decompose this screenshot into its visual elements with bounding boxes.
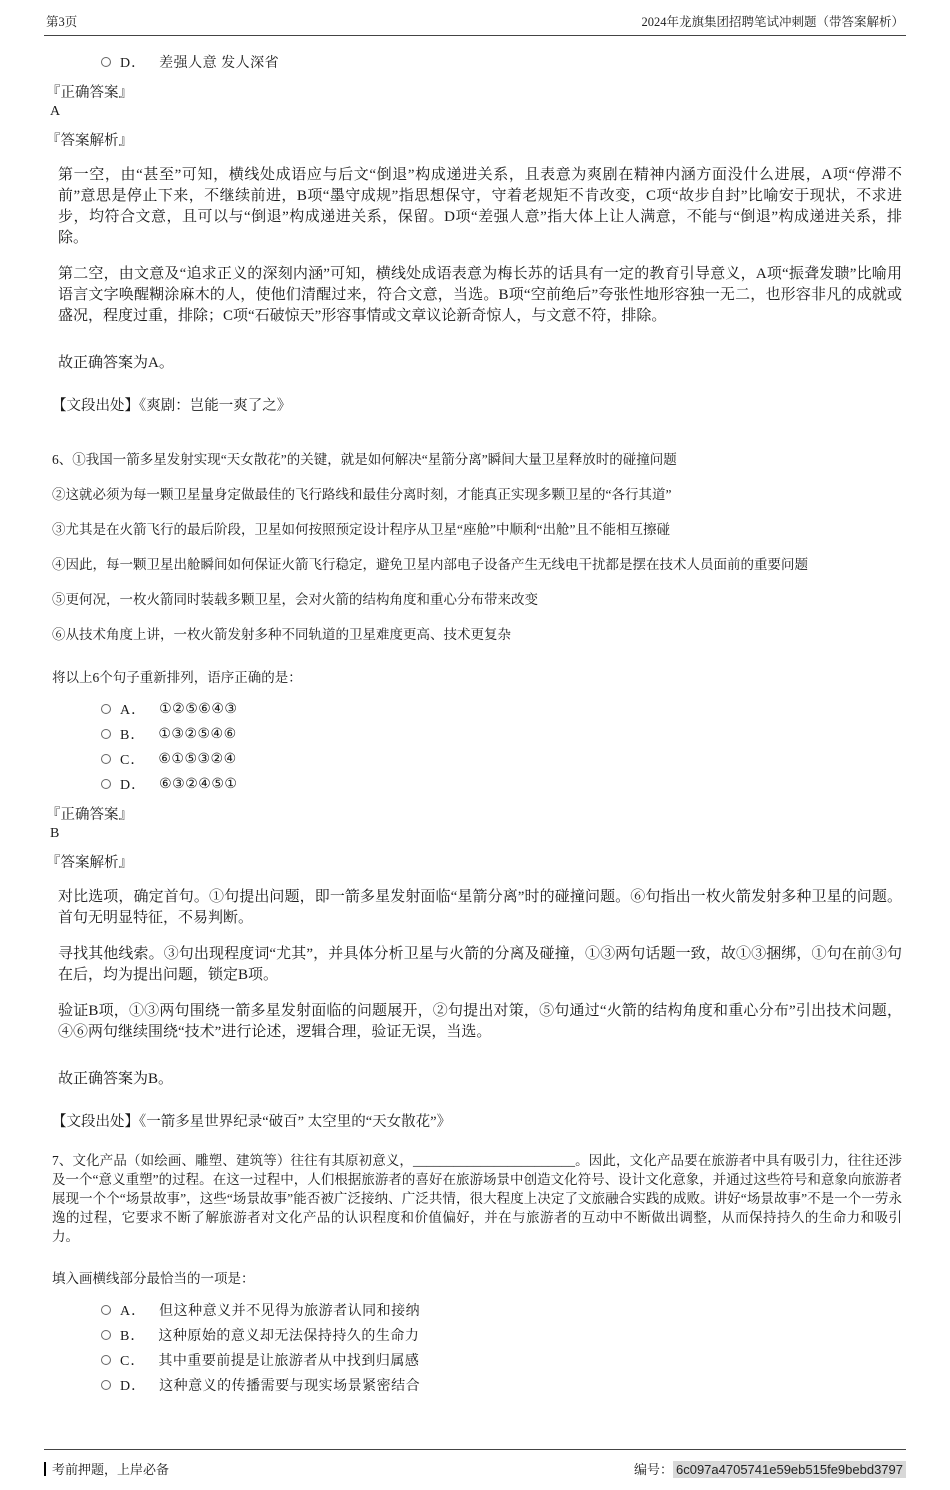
- analysis-paragraph: 第二空，由文意及“追求正义的深刻内涵”可知，横线处成语表意为梅长苏的话具有一定的教育引导意义，A项“振聋发聩”比喻用语言文字唤醒糊涂麻木的人，使他们清醒过来，符合文意，当选。B项“空前绝后”夸张性地形容独一无二，也形容非凡的成就或盛况，程度过重，排除；C项“石破惊天”形容事情或文章议论新奇惊人，与文意不符，排除。: [58, 266, 902, 324]
- correct-answer-value: B: [50, 826, 60, 841]
- footer-slogan: 考前押题，上岸必备: [52, 1462, 170, 1477]
- option-row-q7-c[interactable]: [46, 1350, 902, 1370]
- source-reference: 【文段出处】《一箭多星世界纪录“破百” 太空里的“天女散花”》: [52, 1114, 452, 1130]
- radio-button[interactable]: [101, 729, 111, 739]
- option-letter: C．: [120, 753, 146, 768]
- page-footer: [44, 1449, 906, 1478]
- correct-answer-label: 『正确答案』: [46, 85, 133, 101]
- option-letter: A．: [120, 703, 147, 718]
- footer-code: [634, 1459, 906, 1478]
- analysis-paragraph: 寻找其他线索。③句出现程度词“尤其”，并具体分析卫星与火箭的分离及碰撞，①③两句话题一致，故①③捆绑，①句在前③句在后，均为提出问题，锁定B项。: [58, 946, 902, 983]
- option-row-q5-d[interactable]: [46, 52, 902, 72]
- question-sentence: ⑤更何况，一枚火箭同时装载多颗卫星，会对火箭的结构角度和重心分布带来改变: [52, 592, 538, 607]
- question-prompt: 填入画横线部分最恰当的一项是：: [52, 1271, 255, 1286]
- option-letter: A．: [120, 1304, 147, 1319]
- radio-button[interactable]: [101, 1305, 111, 1315]
- radio-button[interactable]: [101, 1330, 111, 1340]
- option-text: ⑥①⑤③②④: [158, 751, 237, 767]
- correct-answer-value: A: [50, 104, 61, 119]
- option-row-q6-b[interactable]: [46, 724, 902, 744]
- question-passage: 7、文化产品（如绘画、雕塑、建筑等）往往有其原初意义，________________________。因此，文化产品要在旅游者中具有吸引力，往往还涉及一个“意义重塑”的过程。在这一过程中，人们根据旅游者的喜好在旅游场景中创造文化符号、设计文化意象，并通过这些符号和意象向旅游者展现一个个“场景故事”，这些“场景故事”能否被广泛接纳、广泛共情，很大程度上决定了文旅融合实践的成败。讲好“场景故事”不是一个一劳永逸的过程，它要求不断了解旅游者对文化产品的认识程度和价值偏好，并在与旅游者的互动中不断做出调整，从而保持持久的生命力和吸引力。: [52, 1153, 902, 1244]
- option-row-q7-a[interactable]: [46, 1300, 902, 1320]
- radio-button[interactable]: [101, 1380, 111, 1390]
- question-prompt: 将以上6个句子重新排列，语序正确的是：: [52, 670, 302, 685]
- option-text: 差强人意 发人深省: [159, 56, 280, 71]
- analysis-paragraph: 对比选项，确定首句。①句提出问题，即一箭多星发射面临“星箭分离”时的碰撞问题。⑥句指出一枚火箭发射多种卫星的问题。首句无明显特征，不易判断。: [58, 889, 902, 926]
- analysis-label: 『答案解析』: [46, 855, 133, 871]
- option-text: 这种意义的传播需要与现实场景紧密结合: [159, 1379, 421, 1394]
- option-text: ⑥③②④⑤①: [159, 776, 238, 792]
- option-text: 这种原始的意义却无法保持持久的生命力: [158, 1329, 420, 1344]
- document-title: 2024年龙旗集团招聘笔试冲刺题（带答案解析）: [641, 15, 904, 29]
- source-reference: 【文段出处】《爽剧：岂能一爽了之》: [52, 398, 292, 414]
- option-letter: D．: [120, 1379, 147, 1394]
- radio-button[interactable]: [101, 57, 111, 67]
- analysis-paragraph: 验证B项，①③两句围绕一箭多星发射面临的问题展开，②句提出对策，⑤句通过“火箭的结构角度和重心分布”引出技术问题，④⑥两句继续围绕“技术”进行论述，逻辑合理，验证无误，当选。: [58, 1003, 902, 1040]
- analysis-paragraph: 第一空，由“甚至”可知，横线处成语应与后文“倒退”构成递进关系，且表意为爽剧在精神内涵方面没什么进展，A项“停滞不前”意思是停止下来，不继续前进，B项“墨守成规”指思想保守，守着老规矩不肯改变，C项“故步自封”比喻安于现状，不求进步，均符合文意，且可以与“倒退”构成递进关系，保留。D项“差强人意”指大体上让人满意，不能与“倒退”构成递进关系，排除。: [58, 167, 902, 246]
- option-letter: B．: [120, 728, 146, 743]
- question-sentence: 6、①我国一箭多星发射实现“天女散花”的关键，就是如何解决“星箭分离”瞬间大量卫星释放时的碰撞问题: [52, 452, 677, 467]
- option-letter: B．: [120, 1329, 146, 1344]
- analysis-label: 『答案解析』: [46, 133, 133, 149]
- footer-code-label: 编号：: [633, 1462, 673, 1477]
- option-text: 但这种意义并不见得为旅游者认同和接纳: [159, 1304, 421, 1319]
- option-row-q6-d[interactable]: [46, 774, 902, 794]
- question-sentence: ③尤其是在火箭飞行的最后阶段，卫星如何按照预定设计程序从卫星“座舱”中顺利“出舱”且不能相互擦碰: [52, 522, 670, 537]
- question-sentence: ④因此，每一颗卫星出舱瞬间如何保证火箭飞行稳定，避免卫星内部电子设备产生无线电干扰都是摆在技术人员面前的重要问题: [52, 557, 808, 572]
- question-sentence: ②这就必须为每一颗卫星量身定做最佳的飞行路线和最佳分离时刻，才能真正实现多颗卫星的“各行其道”: [52, 487, 672, 502]
- page-number: 第3页: [46, 15, 78, 29]
- radio-button[interactable]: [101, 754, 111, 764]
- footer-marker: [44, 1462, 46, 1476]
- option-row-q6-a[interactable]: [46, 699, 902, 719]
- option-letter: C．: [120, 1354, 146, 1369]
- footer-code-value: 6c097a4705741e59eb515fe9bebd3797: [673, 1461, 906, 1478]
- document-content: [44, 36, 906, 1490]
- option-text: 其中重要前提是让旅游者从中找到归属感: [158, 1354, 420, 1369]
- option-text: ①②⑤⑥④③: [159, 701, 238, 717]
- option-row-q7-b[interactable]: [46, 1325, 902, 1345]
- footer-slogan-wrap: [44, 1459, 169, 1478]
- radio-button[interactable]: [101, 779, 111, 789]
- option-letter: D．: [120, 56, 147, 71]
- page-header: [44, 0, 906, 36]
- radio-button[interactable]: [101, 704, 111, 714]
- option-text: ①③②⑤④⑥: [158, 726, 237, 742]
- question-sentence: ⑥从技术角度上讲，一枚火箭发射多种不同轨道的卫星难度更高、技术更复杂: [52, 627, 511, 642]
- correct-answer-label: 『正确答案』: [46, 807, 133, 823]
- conclusion-text: 故正确答案为A。: [58, 355, 174, 371]
- radio-button[interactable]: [101, 1355, 111, 1365]
- option-row-q7-d[interactable]: [46, 1375, 902, 1395]
- option-row-q6-c[interactable]: [46, 749, 902, 769]
- option-letter: D．: [120, 778, 147, 793]
- conclusion-text: 故正确答案为B。: [58, 1071, 174, 1087]
